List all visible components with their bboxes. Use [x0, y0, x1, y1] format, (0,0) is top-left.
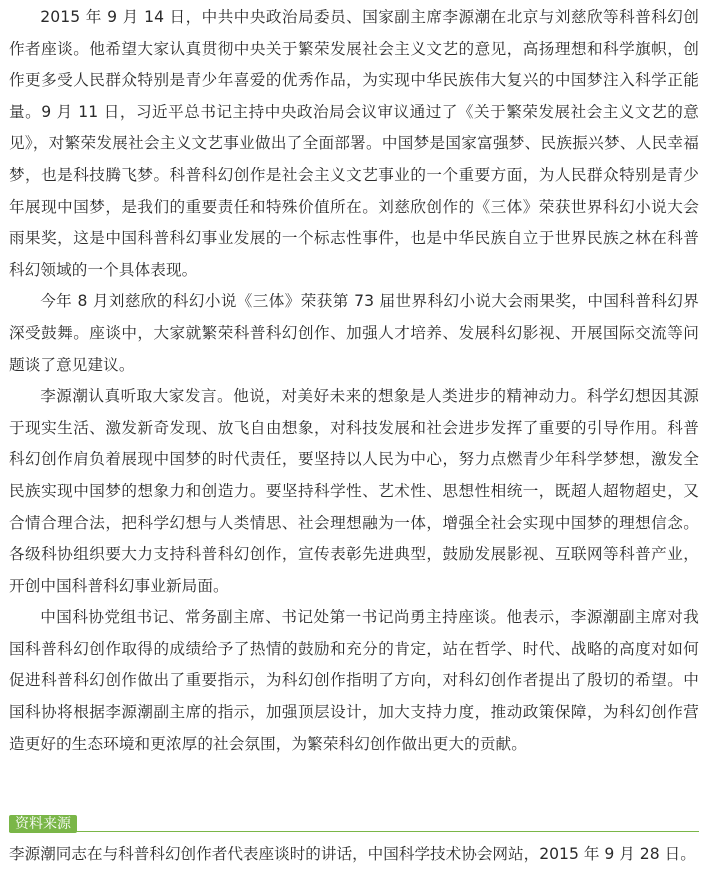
- paragraph-3: 李源潮认真听取大家发言。他说，对美好未来的想象是人类进步的精神动力。科学幻想因其源于现实生活、激发新奇发现、放飞自由想象，对科技发展和社会进步发挥了重要的引导作用。科普科幻创作肩负着展现中国梦的时代责任，要坚持以人民为中心，努力点燃青少年科学梦想，激发全民族实现中国梦的想象力和创造力。要坚持科学性、艺术性、思想性相统一，既超人超物超史，又合情合理合法，把科学幻想与人类情思、社会理想融为一体，增强全社会实现中国梦的理想信念。各级科协组织要大力支持科普科幻创作，宣传表彰先进典型，鼓励发展影视、互联网等科普产业，开创中国科普科幻事业新局面。: [9, 387, 699, 595]
- article-body: [9, 2, 699, 760]
- paragraph-2: 今年 8 月刘慈欣的科幻小说《三体》荣获第 73 届世界科幻小说大会雨果奖，中国科普科幻界深受鼓舞。座谈中，大家就繁荣科普科幻创作、加强人才培养、发展科幻影视、开展国际交流等问题谈了意见建议。: [9, 292, 699, 374]
- source-citation: 李源潮同志在与科普科幻创作者代表座谈时的讲话，中国科学技术协会网站，2015 年 9 月 28 日。: [9, 845, 696, 863]
- source-divider: [9, 831, 699, 832]
- paragraph-4: 中国科协党组书记、常务副主席、书记处第一书记尚勇主持座谈。他表示，李源潮副主席对我国科普科幻创作取得的成绩给予了热情的鼓励和充分的肯定，站在哲学、时代、战略的高度对如何促进科普科幻创作做出了重要指示，为科幻创作指明了方向，对科幻创作者提出了殷切的希望。中国科协将根据李源潮副主席的指示，加强顶层设计，加大支持力度，推动政策保障，为科幻创作营造更好的生态环境和更浓厚的社会氛围，为繁荣科幻创作做出更大的贡献。: [9, 608, 699, 753]
- source-label-badge: 资料来源: [9, 815, 77, 833]
- paragraph-1: 2015 年 9 月 14 日，中共中央政治局委员、国家副主席李源潮在北京与刘慈欣等科普科幻创作者座谈。他希望大家认真贯彻中央关于繁荣发展社会主义文艺的意见，高扬理想和科学旗帜，创作更多受人民群众特别是青少年喜爱的优秀作品，为实现中华民族伟大复兴的中国梦注入科学正能量。9 月 11 日，习近平总书记主持中央政治局会议审议通过了《关于繁荣发展社会主义文艺的意见》，对繁荣发展社会主义文艺事业做出了全面部署。中国梦是国家富强梦、民族振兴梦、人民幸福梦，也是科技腾飞梦。科普科幻创作是社会主义文艺事业的一个重要方面，为人民群众特别是青少年展现中国梦，是我们的重要责任和特殊价值所在。刘慈欣创作的《三体》荣获世界科幻小说大会雨果奖，这是中国科普科幻事业发展的一个标志性事件，也是中华民族自立于世界民族之林在科普科幻领域的一个具体表现。: [9, 8, 699, 279]
- source-header: [9, 815, 699, 835]
